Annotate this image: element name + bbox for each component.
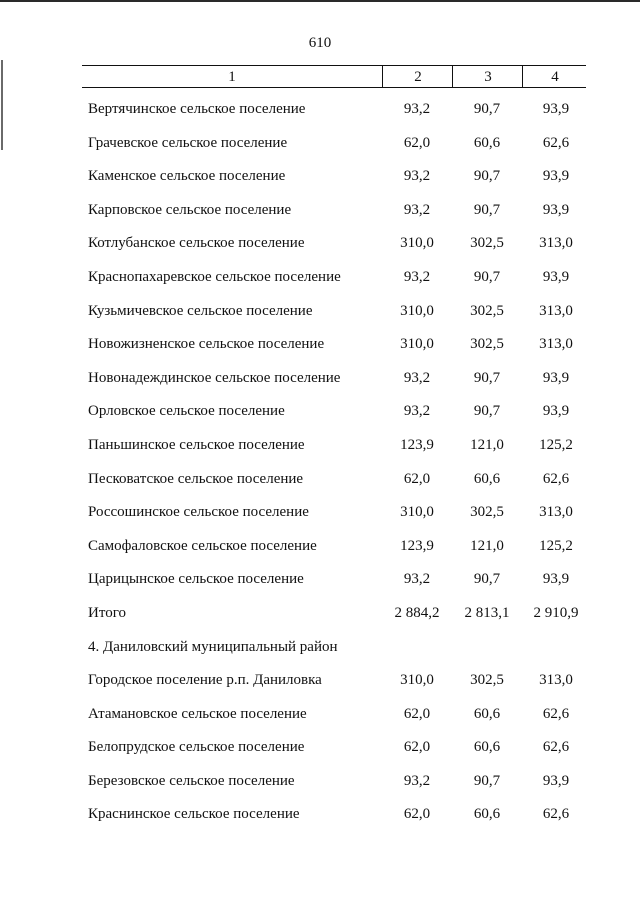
row-value-col-3: 60,6: [473, 705, 501, 722]
table-row: [0, 496, 640, 530]
row-value-col-4: 125,2: [539, 537, 573, 554]
row-value-col-2: 93,2: [403, 571, 431, 588]
row-value-col-3: 90,7: [473, 201, 501, 218]
row-value-col-2: 93,2: [403, 101, 431, 117]
row-value-col-3: 60,6: [473, 134, 501, 151]
row-name: Новожизненское сельское поселение: [88, 336, 325, 353]
row-value-col-2: 62,0: [403, 705, 431, 722]
row-value-col-3: 302,5: [470, 504, 504, 521]
row-value-col-4: 93,9: [542, 772, 570, 789]
row-value-col-4: 125,2: [539, 436, 573, 453]
row-value-col-4: 93,9: [542, 268, 570, 285]
table-row: [0, 765, 640, 799]
scan-edge-top: [0, 0, 640, 2]
table-body: [0, 93, 640, 832]
row-value-col-3: 121,0: [470, 537, 504, 554]
row-name: Краснинское сельское поселение: [88, 806, 300, 823]
row-value-col-2: 62,0: [403, 739, 431, 756]
row-value-col-2: 62,0: [403, 134, 431, 151]
row-value-col-3: 302,5: [470, 672, 504, 689]
row-value-col-3: 60,6: [473, 739, 501, 756]
row-name: Краснопахаревское сельское поселение: [88, 268, 341, 285]
row-value-col-4: 313,0: [539, 672, 573, 689]
row-value-col-2: 310,0: [400, 302, 434, 319]
row-value-col-4: 62,6: [542, 134, 570, 151]
row-value-col-2: 123,9: [400, 436, 434, 453]
table-row: [0, 597, 640, 631]
row-value-col-2: 123,9: [400, 537, 434, 554]
row-value-col-4: 313,0: [539, 302, 573, 319]
row-value-col-4: 93,9: [542, 201, 570, 218]
row-value-col-3: 90,7: [473, 168, 501, 185]
row-name: Каменское сельское поселение: [88, 168, 286, 185]
row-value-col-4: 62,6: [542, 739, 570, 756]
row-value-col-2: 310,0: [400, 504, 434, 521]
row-value-col-4: 62,6: [542, 705, 570, 722]
table-row: [0, 698, 640, 732]
row-value-col-3: 302,5: [470, 336, 504, 353]
table-row: [0, 194, 640, 228]
row-value-col-3: 90,7: [473, 403, 501, 420]
table-row: [0, 463, 640, 497]
row-value-col-2: 310,0: [400, 336, 434, 353]
row-value-col-3: 60,6: [473, 806, 501, 823]
row-value-col-4: 93,9: [542, 101, 570, 117]
row-value-col-3: 302,5: [470, 235, 504, 252]
table-row: [0, 664, 640, 698]
row-name: Березовское сельское поселение: [88, 772, 295, 789]
row-name: Карповское сельское поселение: [88, 201, 292, 218]
table-row: [0, 429, 640, 463]
row-value-col-4: 313,0: [539, 504, 573, 521]
row-value-col-2: 93,2: [403, 403, 431, 420]
header-col-3: 3: [452, 66, 523, 87]
row-name: Белопрудское сельское поселение: [88, 739, 305, 756]
row-name: Вертячинское сельское поселение: [88, 101, 306, 117]
table-row: [0, 127, 640, 161]
row-value-col-4: 93,9: [542, 369, 570, 386]
row-name: 4. Даниловский муниципальный район: [88, 638, 338, 655]
row-name: Россошинское сельское поселение: [88, 504, 309, 521]
row-value-col-2: 93,2: [403, 201, 431, 218]
row-value-col-2: 62,0: [403, 806, 431, 823]
row-name: Итого: [88, 604, 126, 621]
table-row: [0, 328, 640, 362]
row-name: Паньшинское сельское поселение: [88, 436, 305, 453]
row-name: Котлубанское сельское поселение: [88, 235, 305, 252]
table-row: [0, 160, 640, 194]
row-value-col-3: 90,7: [473, 369, 501, 386]
row-value-col-3: 90,7: [473, 101, 501, 117]
row-value-col-2: 310,0: [400, 235, 434, 252]
page-number: 610: [308, 35, 332, 51]
row-value-col-4: 313,0: [539, 336, 573, 353]
row-value-col-4: 62,6: [542, 806, 570, 823]
row-value-col-3: 302,5: [470, 302, 504, 319]
row-value-col-3: 90,7: [473, 571, 501, 588]
row-value-col-4: 93,9: [542, 403, 570, 420]
row-value-col-3: 2 813,1: [464, 604, 510, 621]
header-col-4: 4: [522, 66, 587, 87]
table-row: [0, 227, 640, 261]
table-row: [0, 798, 640, 832]
row-name: Самофаловское сельское поселение: [88, 537, 317, 554]
header-col-2: 2: [382, 66, 453, 87]
row-value-col-3: 90,7: [473, 268, 501, 285]
row-value-col-4: 62,6: [542, 470, 570, 487]
row-value-col-2: 62,0: [403, 470, 431, 487]
row-value-col-2: 93,2: [403, 772, 431, 789]
row-value-col-4: 93,9: [542, 571, 570, 588]
row-name: Царицынское сельское поселение: [88, 571, 304, 588]
row-name: Орловское сельское поселение: [88, 403, 285, 420]
row-name: Атамановское сельское поселение: [88, 705, 307, 722]
table-row: [0, 563, 640, 597]
table-row: [0, 295, 640, 329]
table-row: [0, 631, 640, 665]
row-name: Городское поселение р.п. Даниловка: [88, 672, 322, 689]
row-value-col-3: 60,6: [473, 470, 501, 487]
row-value-col-4: 93,9: [542, 168, 570, 185]
table-row: [0, 93, 640, 127]
row-value-col-4: 313,0: [539, 235, 573, 252]
table-header: [82, 65, 586, 88]
table-row: [0, 362, 640, 396]
table-row: [0, 261, 640, 295]
row-value-col-2: 310,0: [400, 672, 434, 689]
row-value-col-3: 90,7: [473, 772, 501, 789]
row-value-col-2: 2 884,2: [394, 604, 440, 621]
row-value-col-2: 93,2: [403, 369, 431, 386]
header-col-1: 1: [228, 69, 236, 85]
row-value-col-2: 93,2: [403, 268, 431, 285]
table-row: [0, 395, 640, 429]
row-name: Песковатское сельское поселение: [88, 470, 304, 487]
row-name: Кузьмичевское сельское поселение: [88, 302, 313, 319]
row-name: Новонадеждинское сельское поселение: [88, 369, 341, 386]
row-value-col-4: 2 910,9: [533, 604, 579, 621]
table-row: [0, 530, 640, 564]
row-value-col-2: 93,2: [403, 168, 431, 185]
table-row: [0, 731, 640, 765]
row-value-col-3: 121,0: [470, 436, 504, 453]
row-name: Грачевское сельское поселение: [88, 134, 288, 151]
